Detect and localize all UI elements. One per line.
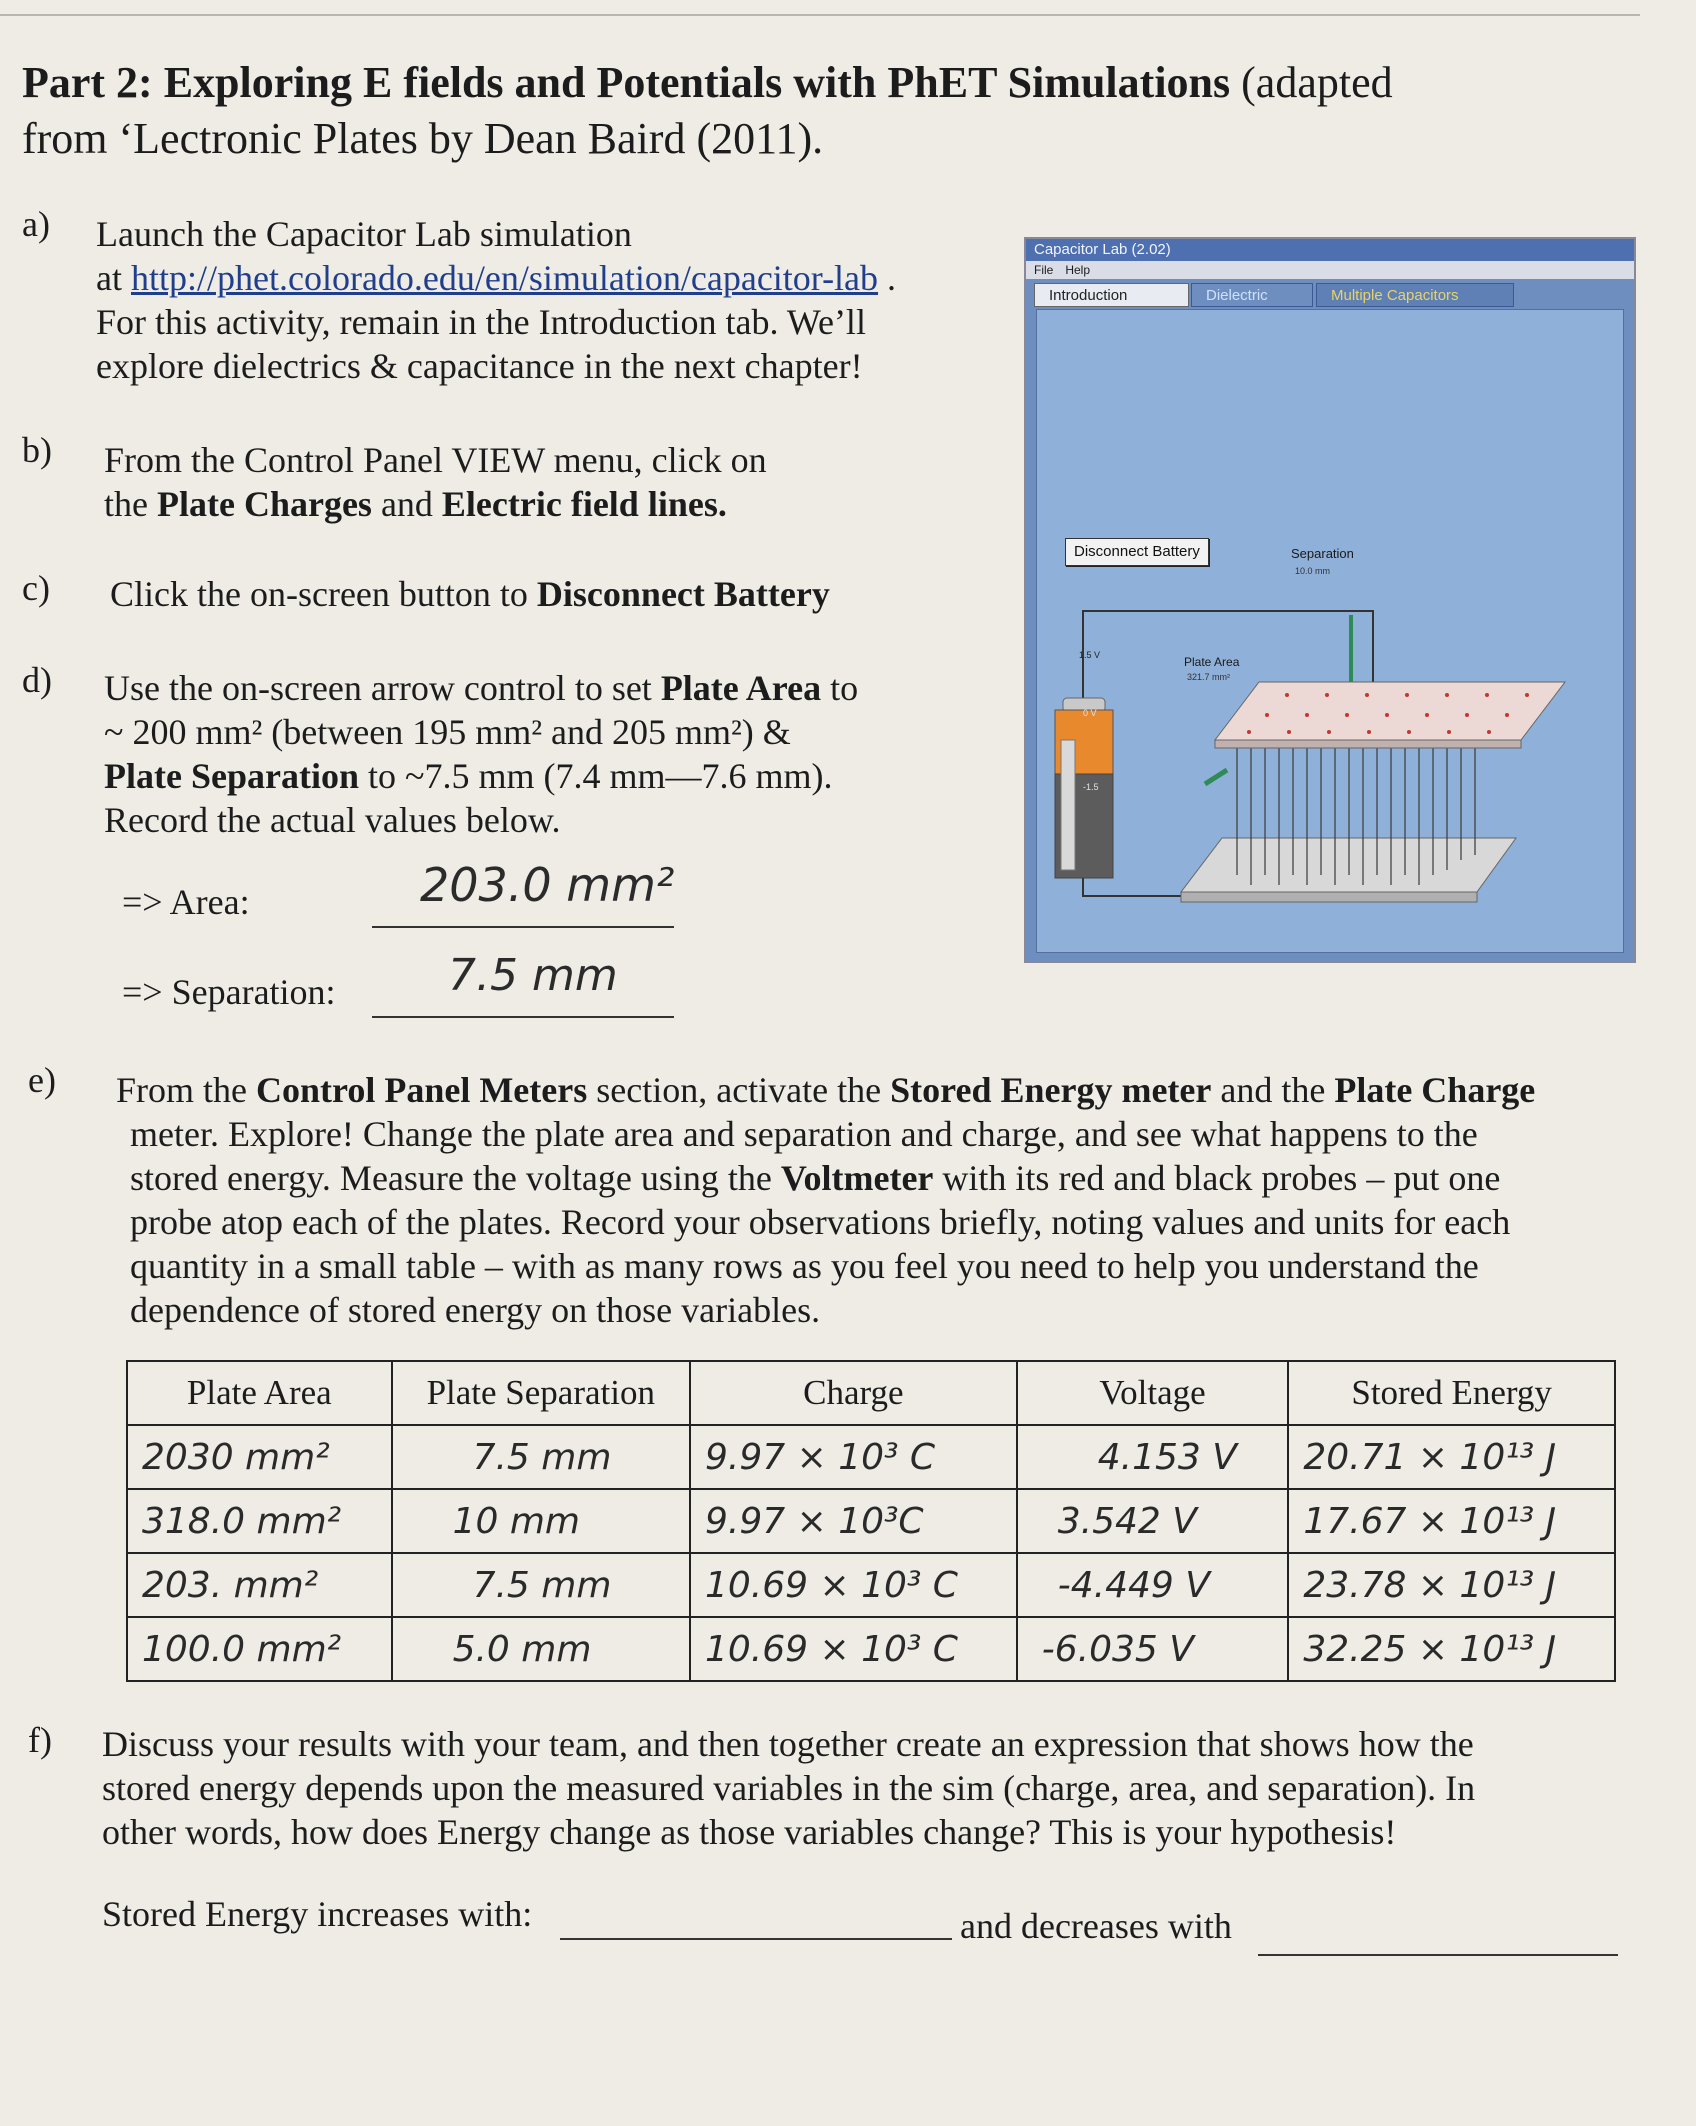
e-l1b: Control Panel Meters	[256, 1070, 588, 1110]
tab-dielectric[interactable]: Dielectric	[1191, 283, 1313, 307]
sim-title-bar: Capacitor Lab (2.02)	[1026, 239, 1634, 261]
item-d-plate-area: Plate Area	[660, 668, 822, 708]
item-a-line2	[96, 256, 996, 300]
item-e	[116, 1068, 1636, 1332]
item-f-line1: Discuss your results with your team, and then together create an expression that shows how the	[102, 1724, 1474, 1764]
sim-menu-bar	[1026, 261, 1634, 279]
battery-label-bottom: -1.5	[1083, 782, 1099, 792]
item-d-to: to	[821, 668, 859, 708]
cell-voltage: 3.542 V	[1017, 1489, 1289, 1553]
item-a-marker: a)	[22, 204, 50, 244]
increases-answer-line[interactable]	[560, 1938, 952, 1940]
table-row	[127, 1617, 1615, 1681]
cell-area: 100.0 mm²	[127, 1617, 392, 1681]
cell-energy: 23.78 × 10¹³ J	[1288, 1553, 1615, 1617]
title-bold: Part 2: Exploring E fields and Potentials with PhET Simulations	[22, 58, 1231, 107]
item-b-field-lines: Electric field lines.	[441, 484, 727, 524]
item-d-line2: ~ 200 mm² (between 195 mm² and 205 mm²) &	[104, 712, 791, 752]
separation-label: => Separation:	[122, 972, 336, 1012]
item-b-the: the	[104, 484, 157, 524]
capacitor-diagram	[1037, 310, 1623, 952]
cell-separation: 5.0 mm	[392, 1617, 690, 1681]
item-b-line1: From the Control Panel VIEW menu, click on	[104, 440, 767, 480]
e-l1e: and the	[1211, 1070, 1335, 1110]
cell-charge: 9.97 × 10³ C	[690, 1425, 1017, 1489]
cell-energy: 20.71 × 10¹³ J	[1288, 1425, 1615, 1489]
separation-value-sim: 10.0 mm	[1295, 566, 1331, 576]
sim-canvas	[1036, 309, 1624, 953]
plate-area-value-sim: 321.7 mm²	[1187, 672, 1231, 682]
item-b-and: and	[371, 484, 442, 524]
area-answer-line	[372, 926, 674, 928]
cell-voltage: 4.153 V	[1017, 1425, 1289, 1489]
cell-voltage: -6.035 V	[1017, 1617, 1289, 1681]
battery-slider[interactable]	[1061, 740, 1075, 870]
observation-table	[126, 1360, 1616, 1682]
item-e-line5: quantity in a small table – with as many rows as you feel you need to help you understand the	[130, 1246, 1479, 1286]
top-plate-edge	[1215, 740, 1521, 748]
item-c-text: Click the on-screen button to	[110, 574, 537, 614]
top-plate	[1215, 682, 1565, 740]
item-d-line3-rest: to ~7.5 mm (7.4 mm—7.6 mm).	[358, 756, 833, 796]
separation-label-sim: Separation	[1291, 546, 1354, 561]
decreases-label: and decreases with	[960, 1906, 1232, 1946]
header-charge: Charge	[690, 1361, 1017, 1425]
item-b	[104, 438, 984, 526]
tab-multiple-capacitors[interactable]: Multiple Capacitors	[1316, 283, 1514, 307]
plate-area-label-sim: Plate Area	[1184, 655, 1240, 669]
separation-answer-line	[372, 1016, 674, 1018]
item-a-line1: Launch the Capacitor Lab simulation	[96, 214, 632, 254]
area-value: 203.0 mm²	[420, 858, 675, 912]
simulation-link[interactable]: http://phet.colorado.edu/en/simulation/capacitor-lab	[130, 258, 879, 298]
item-d-line4: Record the actual values below.	[104, 800, 561, 840]
disconnect-battery-button[interactable]: Disconnect Battery	[1065, 538, 1209, 566]
header-plate-separation: Plate Separation	[392, 1361, 690, 1425]
cell-separation: 7.5 mm	[392, 1553, 690, 1617]
bottom-plate-edge	[1181, 892, 1477, 902]
item-a	[96, 212, 996, 388]
table-row	[127, 1425, 1615, 1489]
plate-area-arrow[interactable]	[1205, 770, 1227, 784]
cell-charge: 10.69 × 10³ C	[690, 1617, 1017, 1681]
cell-area: 2030 mm²	[127, 1425, 392, 1489]
item-a-after-link: .	[878, 258, 897, 298]
item-f	[102, 1722, 1622, 1854]
battery-label-top: 1.5 V	[1079, 650, 1101, 660]
item-c-bold: Disconnect Battery	[536, 574, 830, 614]
e-l1c: section, activate the	[587, 1070, 891, 1110]
e-l1d: Stored Energy meter	[890, 1070, 1212, 1110]
cell-voltage: -4.449 V	[1017, 1553, 1289, 1617]
item-d	[104, 666, 1004, 842]
item-b-plate-charges: Plate Charges	[156, 484, 372, 524]
title-rest: (adapted from ‘Lectronic Plates by Dean Baird (2011).	[22, 58, 1393, 163]
sim-menu-help[interactable]: Help	[1065, 263, 1091, 277]
item-d-plate-sep: Plate Separation	[104, 756, 359, 796]
item-e-line6: dependence of stored energy on those variables.	[130, 1290, 821, 1330]
item-e-line4: probe atop each of the plates. Record your observations briefly, noting values and units for each	[130, 1202, 1511, 1242]
header-voltage: Voltage	[1017, 1361, 1289, 1425]
area-label: => Area:	[122, 882, 250, 922]
item-b-line2	[104, 482, 984, 526]
item-f-line2: stored energy depends upon the measured variables in the sim (charge, area, and separation). In	[102, 1768, 1476, 1808]
capacitor-lab-window	[1024, 237, 1636, 963]
sim-tabs	[1026, 279, 1634, 307]
item-e-line2: meter. Explore! Change the plate area and separation and charge, and see what happens to the	[130, 1114, 1478, 1154]
item-e-marker: e)	[28, 1060, 56, 1100]
item-d-marker: d)	[22, 660, 52, 700]
item-c-marker: c)	[22, 568, 50, 608]
item-a-line3: For this activity, remain in the Introduction tab. We’ll	[96, 302, 866, 342]
item-c	[110, 572, 990, 616]
battery-label-mid: 0 V	[1083, 708, 1097, 718]
header-plate-area: Plate Area	[127, 1361, 392, 1425]
cell-energy: 17.67 × 10¹³ J	[1288, 1489, 1615, 1553]
table-header-row	[127, 1361, 1615, 1425]
item-f-marker: f)	[28, 1720, 52, 1760]
top-rule	[0, 14, 1640, 16]
decreases-answer-line[interactable]	[1258, 1954, 1618, 1956]
item-e-line3	[116, 1156, 1636, 1200]
page-title	[22, 55, 1472, 167]
e-l3a: stored energy. Measure the voltage using the	[130, 1158, 781, 1198]
item-e-line1	[116, 1068, 1636, 1112]
e-l1f: Plate Charge	[1334, 1070, 1536, 1110]
cell-separation: 7.5 mm	[392, 1425, 690, 1489]
item-d-line3	[104, 754, 1004, 798]
increases-label: Stored Energy increases with:	[102, 1894, 533, 1934]
table-row	[127, 1553, 1615, 1617]
item-b-marker: b)	[22, 430, 52, 470]
sim-menu-file[interactable]: File	[1034, 263, 1054, 277]
item-d-line1	[104, 666, 1004, 710]
table-row	[127, 1489, 1615, 1553]
cell-area: 318.0 mm²	[127, 1489, 392, 1553]
item-a-line4: explore dielectrics & capacitance in the next chapter!	[96, 346, 863, 386]
e-l3b: Voltmeter	[780, 1158, 934, 1198]
e-l1a: From the	[116, 1070, 256, 1110]
item-f-line3: other words, how does Energy change as those variables change? This is your hypothesis!	[102, 1812, 1397, 1852]
cell-energy: 32.25 × 10¹³ J	[1288, 1617, 1615, 1681]
item-d-line1-text: Use the on-screen arrow control to set	[104, 668, 661, 708]
cell-charge: 9.97 × 10³C	[690, 1489, 1017, 1553]
cell-area: 203. mm²	[127, 1553, 392, 1617]
tab-introduction[interactable]: Introduction	[1034, 283, 1189, 307]
item-a-at: at	[96, 258, 131, 298]
cell-charge: 10.69 × 10³ C	[690, 1553, 1017, 1617]
header-stored-energy: Stored Energy	[1288, 1361, 1615, 1425]
e-l3c: with its red and black probes – put one	[933, 1158, 1501, 1198]
cell-separation: 10 mm	[392, 1489, 690, 1553]
separation-value: 7.5 mm	[448, 950, 618, 1001]
